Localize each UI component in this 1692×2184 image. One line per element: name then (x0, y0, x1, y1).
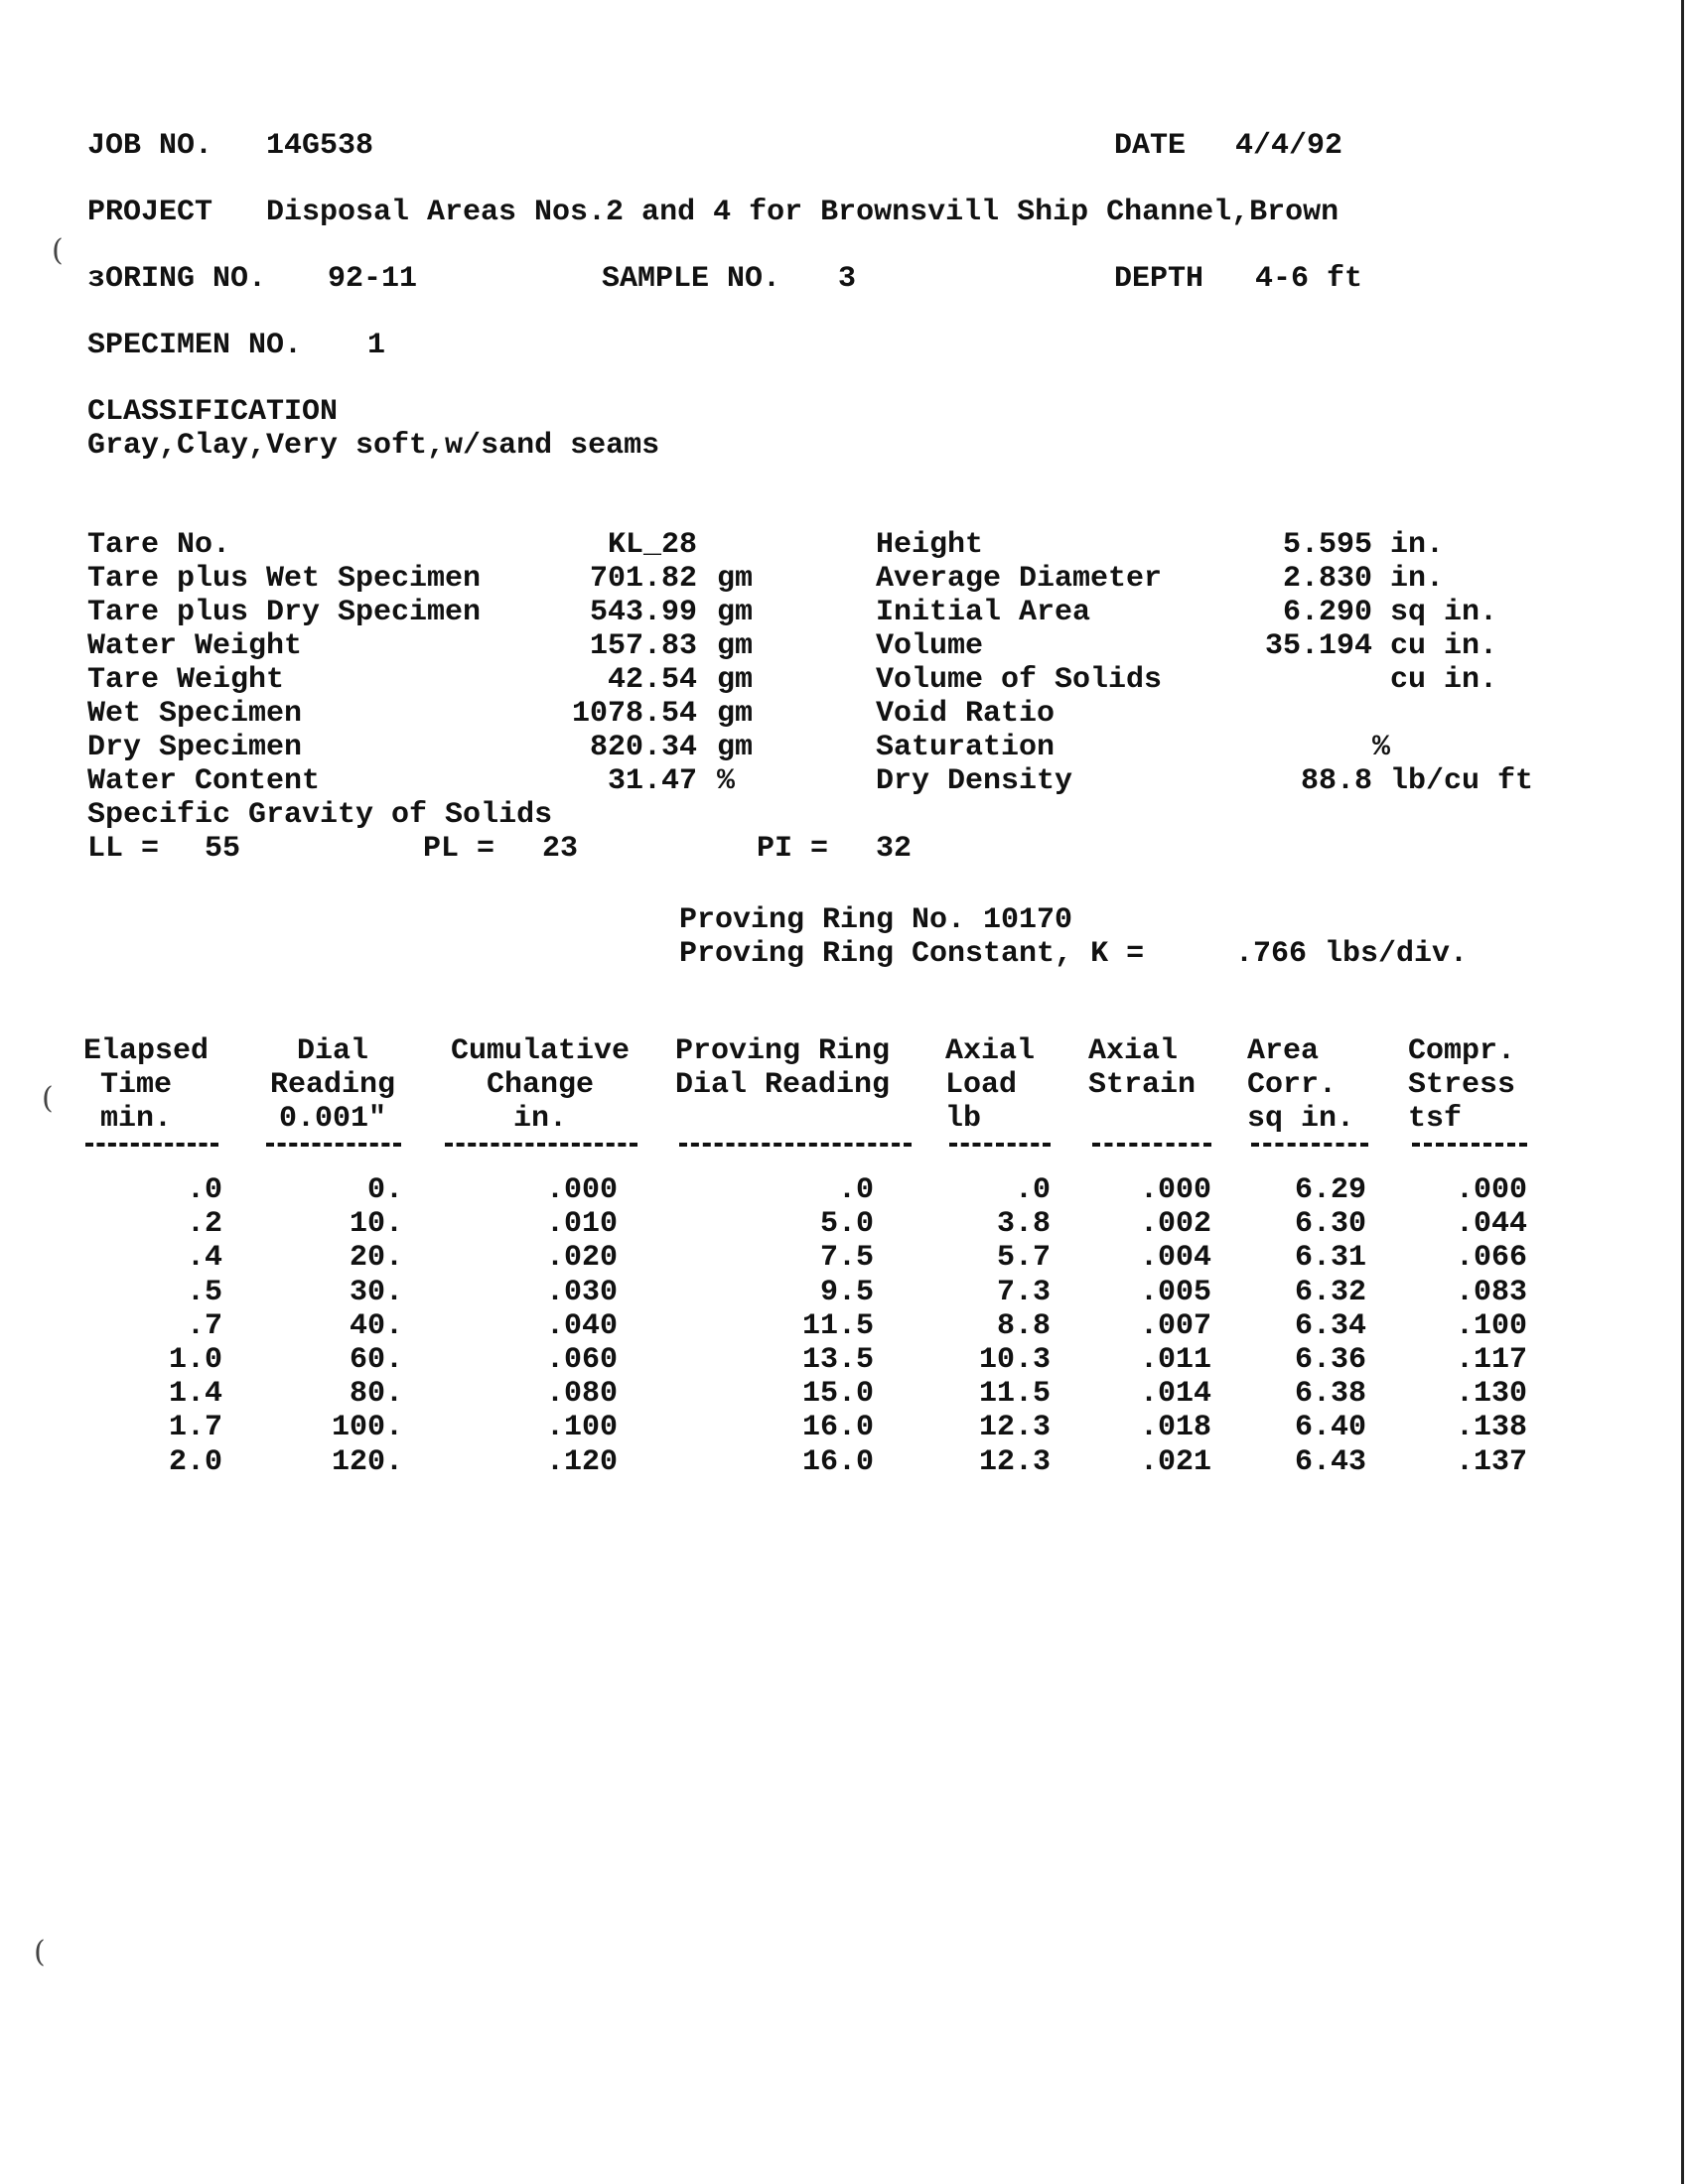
table-cell: 7.3 (996, 1276, 1051, 1309)
ll-label: LL = (87, 832, 160, 866)
table-cell: .030 (545, 1276, 618, 1309)
table-cell: 3.8 (996, 1207, 1051, 1241)
proving-ring-constant-value: .766 lbs/div. (1235, 937, 1469, 971)
property-label: Volume of Solids (876, 663, 1163, 697)
table-cell: .060 (545, 1343, 618, 1377)
property-value: 5.595 (1282, 528, 1372, 562)
table-cell: .5 (186, 1276, 222, 1309)
column-header-axial-strain: Axial Strain (1088, 1034, 1197, 1102)
job-number-value: 14G538 (266, 129, 374, 163)
property-label: Tare No. (87, 528, 231, 562)
table-cell: 6.31 (1294, 1241, 1366, 1275)
table-cell: 10. (349, 1207, 403, 1241)
table-cell: 80. (349, 1377, 403, 1411)
table-cell: .0 (837, 1173, 874, 1207)
specific-gravity-label: Specific Gravity of Solids (87, 798, 553, 832)
table-cell: 16.0 (801, 1445, 874, 1479)
property-value: 701.82 (589, 562, 697, 596)
table-cell: .000 (545, 1173, 618, 1207)
property-label: Tare plus Dry Specimen (87, 596, 482, 629)
table-cell: .040 (545, 1309, 618, 1343)
sample-label: SAMPLE NO. (602, 262, 781, 296)
table-cell: 8.8 (996, 1309, 1051, 1343)
property-value: 88.8 (1300, 764, 1372, 798)
property-unit: cu in. (1390, 629, 1498, 663)
table-cell: 6.30 (1294, 1207, 1366, 1241)
property-unit: in. (1390, 562, 1445, 596)
table-cell: .005 (1139, 1276, 1211, 1309)
property-unit: gm (717, 562, 754, 596)
table-cell: 9.5 (819, 1276, 874, 1309)
classification-value: Gray,Clay,Very soft,w/sand seams (87, 429, 660, 463)
table-cell: .0 (1014, 1173, 1051, 1207)
column-rule (1092, 1143, 1211, 1147)
column-rule (445, 1143, 637, 1147)
proving-ring-constant-label: Proving Ring Constant, K = (679, 937, 1145, 971)
property-value: 31.47 (607, 764, 697, 798)
property-label: Volume (876, 629, 984, 663)
specimen-label: SPECIMEN NO. (87, 329, 303, 362)
table-cell: .000 (1139, 1173, 1211, 1207)
table-cell: .010 (545, 1207, 618, 1241)
table-cell: .014 (1139, 1377, 1211, 1411)
property-value: KL_28 (607, 528, 697, 562)
property-value: 1078.54 (571, 697, 697, 731)
date-value: 4/4/92 (1235, 129, 1343, 163)
column-header-proving-ring-dial: Proving Ring Dial Reading (675, 1034, 891, 1102)
table-cell: 12.3 (978, 1411, 1051, 1444)
table-cell: 6.43 (1294, 1445, 1366, 1479)
column-header-elapsed-time: Elapsed Time min. (83, 1034, 210, 1136)
property-value: 6.290 (1282, 596, 1372, 629)
table-cell: 0. (366, 1173, 403, 1207)
property-label: Dry Density (876, 764, 1073, 798)
table-cell: 11.5 (978, 1377, 1051, 1411)
property-value: 35.194 (1264, 629, 1372, 663)
table-cell: .018 (1139, 1411, 1211, 1444)
property-unit: % (1372, 731, 1391, 764)
property-unit: cu in. (1390, 663, 1498, 697)
column-rule (1412, 1143, 1527, 1147)
date-label: DATE (1114, 129, 1187, 163)
table-cell: 5.7 (996, 1241, 1051, 1275)
property-label: Dry Specimen (87, 731, 303, 764)
table-cell: 6.29 (1294, 1173, 1366, 1207)
table-cell: 1.4 (168, 1377, 222, 1411)
depth-label: DEPTH (1114, 262, 1204, 296)
table-cell: .120 (545, 1445, 618, 1479)
property-unit: gm (717, 731, 754, 764)
pl-value: 23 (542, 832, 579, 866)
pl-label: PL = (423, 832, 495, 866)
table-cell: .4 (186, 1241, 222, 1275)
table-cell: .0 (186, 1173, 222, 1207)
property-label: Wet Specimen (87, 697, 303, 731)
table-cell: .100 (1455, 1309, 1527, 1343)
property-unit: lb/cu ft (1390, 764, 1534, 798)
table-cell: 16.0 (801, 1411, 874, 1444)
table-cell: .080 (545, 1377, 618, 1411)
column-header-dial-reading: Dial Reading 0.001" (269, 1034, 396, 1136)
specimen-value: 1 (367, 329, 386, 362)
property-label: Tare plus Wet Specimen (87, 562, 482, 596)
table-cell: 1.7 (168, 1411, 222, 1444)
project-value: Disposal Areas Nos.2 and 4 for Brownsvill Ship Channel,Brown (266, 196, 1340, 229)
boring-value: 92-11 (328, 262, 418, 296)
job-number-label: JOB NO. (87, 129, 213, 163)
table-cell: 120. (331, 1445, 403, 1479)
table-cell: 2.0 (168, 1445, 222, 1479)
margin-mark: ( (42, 1081, 54, 1116)
table-cell: .7 (186, 1309, 222, 1343)
table-cell: .137 (1455, 1445, 1527, 1479)
table-cell: 12.3 (978, 1445, 1051, 1479)
sample-value: 3 (838, 262, 857, 296)
property-value: 2.830 (1282, 562, 1372, 596)
property-label: Water Content (87, 764, 321, 798)
table-cell: .011 (1139, 1343, 1211, 1377)
column-rule (85, 1143, 218, 1147)
table-cell: .100 (545, 1411, 618, 1444)
table-cell: .000 (1455, 1173, 1527, 1207)
classification-label: CLASSIFICATION (87, 395, 339, 429)
page-right-edge (1681, 0, 1684, 2184)
depth-value: 4-6 ft (1255, 262, 1363, 296)
table-cell: 60. (349, 1343, 403, 1377)
boring-label: ɜORING NO. (87, 262, 267, 296)
property-unit: in. (1390, 528, 1445, 562)
table-cell: 6.36 (1294, 1343, 1366, 1377)
property-value: 820.34 (589, 731, 697, 764)
property-label: Average Diameter (876, 562, 1163, 596)
table-cell: .004 (1139, 1241, 1211, 1275)
table-cell: 1.0 (168, 1343, 222, 1377)
project-label: PROJECT (87, 196, 213, 229)
column-rule (679, 1143, 912, 1147)
table-cell: 13.5 (801, 1343, 874, 1377)
property-unit: sq in. (1390, 596, 1498, 629)
table-cell: 15.0 (801, 1377, 874, 1411)
property-unit: gm (717, 663, 754, 697)
table-cell: 40. (349, 1309, 403, 1343)
table-cell: 6.38 (1294, 1377, 1366, 1411)
table-cell: .021 (1139, 1445, 1211, 1479)
table-cell: 30. (349, 1276, 403, 1309)
column-rule (266, 1143, 401, 1147)
table-cell: .117 (1455, 1343, 1527, 1377)
margin-mark: ( (52, 233, 64, 268)
table-cell: .083 (1455, 1276, 1527, 1309)
proving-ring-number: Proving Ring No. 10170 (679, 903, 1073, 937)
property-value: 42.54 (607, 663, 697, 697)
table-cell: 6.40 (1294, 1411, 1366, 1444)
property-value: 157.83 (589, 629, 697, 663)
table-cell: 20. (349, 1241, 403, 1275)
table-cell: .2 (186, 1207, 222, 1241)
table-cell: .020 (545, 1241, 618, 1275)
property-unit: gm (717, 596, 754, 629)
table-cell: 100. (331, 1411, 403, 1444)
column-header-cumulative-change: Cumulative Change in. (450, 1034, 631, 1136)
table-cell: .044 (1455, 1207, 1527, 1241)
pi-value: 32 (876, 832, 913, 866)
column-header-area-corr: Area Corr. sq in. (1247, 1034, 1355, 1136)
property-value: 543.99 (589, 596, 697, 629)
property-label: Tare Weight (87, 663, 285, 697)
table-cell: 10.3 (978, 1343, 1051, 1377)
table-cell: 6.32 (1294, 1276, 1366, 1309)
table-cell: 7.5 (819, 1241, 874, 1275)
table-cell: 5.0 (819, 1207, 874, 1241)
pi-label: PI = (757, 832, 829, 866)
property-unit: % (717, 764, 736, 798)
table-cell: .130 (1455, 1377, 1527, 1411)
table-cell: .066 (1455, 1241, 1527, 1275)
table-cell: 6.34 (1294, 1309, 1366, 1343)
column-header-compr-stress: Compr. Stress tsf (1408, 1034, 1516, 1136)
column-header-axial-load: Axial Load lb (945, 1034, 1036, 1136)
property-label: Water Weight (87, 629, 303, 663)
ll-value: 55 (205, 832, 241, 866)
property-unit: gm (717, 697, 754, 731)
property-label: Initial Area (876, 596, 1091, 629)
property-label: Height (876, 528, 984, 562)
table-cell: .007 (1139, 1309, 1211, 1343)
table-cell: .138 (1455, 1411, 1527, 1444)
column-rule (1251, 1143, 1368, 1147)
table-cell: .002 (1139, 1207, 1211, 1241)
margin-mark: ( (34, 1935, 46, 1970)
table-cell: 11.5 (801, 1309, 874, 1343)
property-label: Void Ratio (876, 697, 1056, 731)
column-rule (949, 1143, 1051, 1147)
property-label: Saturation (876, 731, 1056, 764)
property-unit: gm (717, 629, 754, 663)
